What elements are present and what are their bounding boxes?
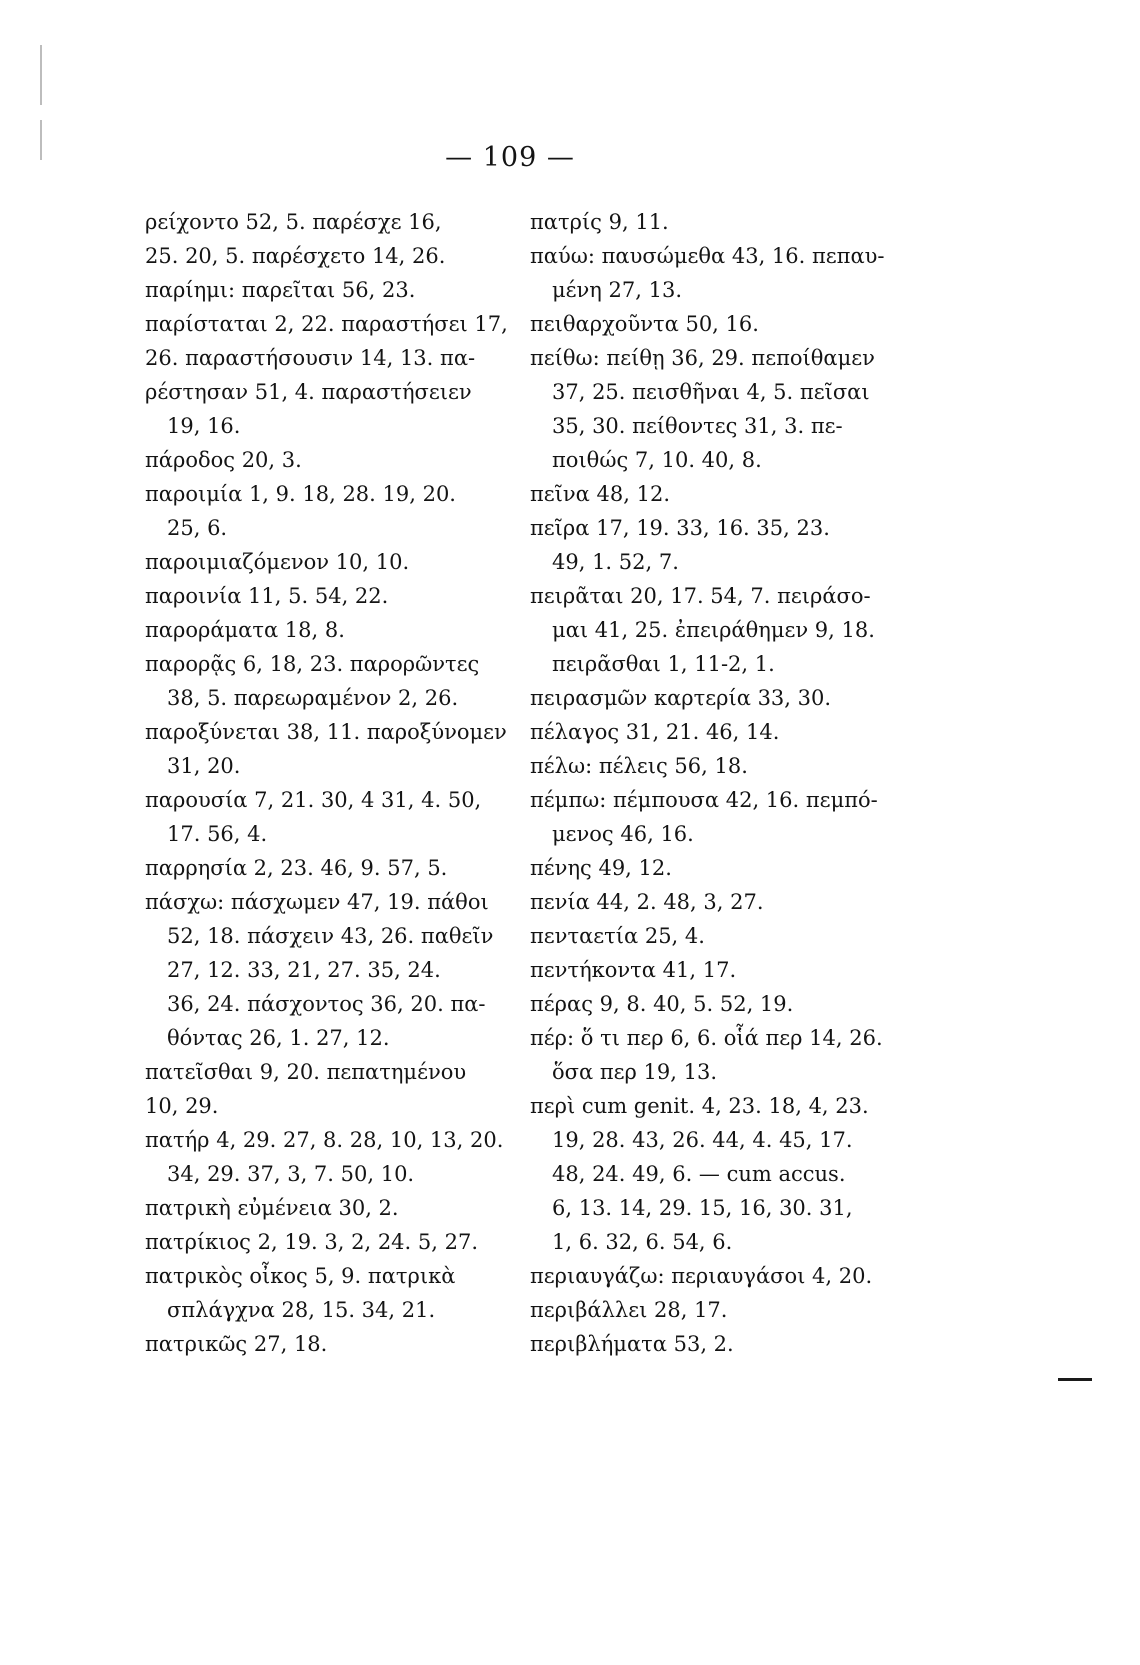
- index-entry-line: πάσχω: πάσχωμεν 47, 19. πάθοι: [145, 890, 489, 914]
- index-entry-line: πατρίκιος 2, 19. 3, 2, 24. 5, 27.: [145, 1230, 479, 1254]
- index-entry-line: 49, 1. 52, 7.: [552, 550, 679, 574]
- index-entry-line: περιβάλλει 28, 17.: [530, 1298, 728, 1322]
- index-entry-line: 25. 20, 5. παρέσχετο 14, 26.: [145, 244, 446, 268]
- index-entry-line: 17. 56, 4.: [167, 822, 268, 846]
- index-entry-line: ὅσα περ 19, 13.: [552, 1060, 718, 1084]
- index-entry-line: 34, 29. 37, 3, 7. 50, 10.: [167, 1162, 415, 1186]
- index-entry-line: πειρᾶσθαι 1, 11-2, 1.: [552, 652, 775, 676]
- index-entry-line: 37, 25. πεισθῆναι 4, 5. πεῖσαι: [552, 380, 870, 404]
- page-number: — 109 —: [445, 142, 575, 173]
- index-entry-line: πειρασμῶν καρτερία 33, 30.: [530, 686, 832, 710]
- index-entry-line: 52, 18. πάσχειν 43, 26. παθεῖν: [167, 924, 494, 948]
- index-entry-line: παρουσία 7, 21. 30, 4 31, 4. 50,: [145, 788, 482, 812]
- index-entry-line: παροιμία 1, 9. 18, 28. 19, 20.: [145, 482, 456, 506]
- index-entry-line: παροξύνεται 38, 11. παροξύνομεν: [145, 720, 507, 744]
- index-entry-line: ρέστησαν 51, 4. παραστήσειεν: [145, 380, 472, 404]
- index-entry-line: 25, 6.: [167, 516, 228, 540]
- index-entry-line: παύω: παυσώμεθα 43, 16. πεπαυ-: [530, 244, 885, 268]
- index-entry-line: 1, 6. 32, 6. 54, 6.: [552, 1230, 733, 1254]
- index-entry-line: παροράματα 18, 8.: [145, 618, 345, 642]
- index-entry-line: πατρίς 9, 11.: [530, 210, 669, 234]
- index-entry-line: μαι 41, 25. ἐπειράθημεν 9, 18.: [552, 618, 875, 642]
- index-entry-line: 27, 12. 33, 21, 27. 35, 24.: [167, 958, 441, 982]
- index-entry-line: μένη 27, 13.: [552, 278, 683, 302]
- index-entry-line: περιβλήματα 53, 2.: [530, 1332, 734, 1356]
- index-entry-line: παροιμιαζόμενον 10, 10.: [145, 550, 410, 574]
- index-entry-line: 19, 28. 43, 26. 44, 4. 45, 17.: [552, 1128, 853, 1152]
- scan-edge-mark: [40, 120, 42, 160]
- index-entry-line: ρείχοντο 52, 5. παρέσχε 16,: [145, 210, 442, 234]
- index-entry-line: 36, 24. πάσχοντος 36, 20. πα-: [167, 992, 486, 1016]
- index-entry-line: 48, 24. 49, 6. — cum accus.: [552, 1162, 846, 1186]
- index-entry-line: παρρησία 2, 23. 46, 9. 57, 5.: [145, 856, 448, 880]
- index-entry-line: παρίσταται 2, 22. παραστήσει 17,: [145, 312, 508, 336]
- scan-edge-mark: [40, 45, 42, 105]
- index-entry-line: περιαυγάζω: περιαυγάσοι 4, 20.: [530, 1264, 873, 1288]
- index-column-left: [145, 205, 515, 1361]
- index-entry-line: πέμπω: πέμπουσα 42, 16. πεμπό-: [530, 788, 878, 812]
- index-entry-line: πέλω: πέλεις 56, 18.: [530, 754, 748, 778]
- index-entry-line: ποιθώς 7, 10. 40, 8.: [552, 448, 762, 472]
- index-entry-line: πάροδος 20, 3.: [145, 448, 302, 472]
- index-entry-line: πεντήκοντα 41, 17.: [530, 958, 737, 982]
- index-entry-line: 35, 30. πείθοντες 31, 3. πε-: [552, 414, 843, 438]
- index-entry-line: πεῖρα 17, 19. 33, 16. 35, 23.: [530, 516, 830, 540]
- index-entry-line: πέρας 9, 8. 40, 5. 52, 19.: [530, 992, 794, 1016]
- index-entry-line: πειθαρχοῦντα 50, 16.: [530, 312, 759, 336]
- index-entry-line: πέρ: ὅ τι περ 6, 6. οἷά περ 14, 26.: [530, 1026, 883, 1050]
- index-entry-line: παρορᾷς 6, 18, 23. παρορῶντες: [145, 652, 480, 676]
- index-entry-line: 6, 13. 14, 29. 15, 16, 30. 31,: [552, 1196, 853, 1220]
- index-entry-line: 26. παραστήσουσιν 14, 13. πα-: [145, 346, 476, 370]
- index-entry-line: πατεῖσθαι 9, 20. πεπατημένου: [145, 1060, 467, 1084]
- index-entry-line: 19, 16.: [167, 414, 241, 438]
- index-entry-line: περὶ cum genit. 4, 23. 18, 4, 23.: [530, 1094, 869, 1118]
- index-entry-line: 38, 5. παρεωραμένον 2, 26.: [167, 686, 459, 710]
- index-entry-line: θόντας 26, 1. 27, 12.: [167, 1026, 390, 1050]
- index-entry-line: 10, 29.: [145, 1094, 219, 1118]
- index-entry-line: παρίημι: παρεῖται 56, 23.: [145, 278, 416, 302]
- index-entry-line: πειρᾶται 20, 17. 54, 7. πειράσο-: [530, 584, 871, 608]
- margin-dash: [1058, 1378, 1092, 1381]
- index-entry-line: πένης 49, 12.: [530, 856, 672, 880]
- index-entry-line: πέλαγος 31, 21. 46, 14.: [530, 720, 780, 744]
- index-entry-line: πείθω: πείθῃ 36, 29. πεποίθαμεν: [530, 346, 875, 370]
- index-entry-line: παροινία 11, 5. 54, 22.: [145, 584, 389, 608]
- index-entry-line: 31, 20.: [167, 754, 241, 778]
- index-entry-line: πατρικὸς οἶκος 5, 9. πατρικὰ: [145, 1264, 456, 1288]
- index-entry-line: πατρικῶς 27, 18.: [145, 1332, 328, 1356]
- index-entry-line: πεῖνα 48, 12.: [530, 482, 671, 506]
- index-entry-line: πενταετία 25, 4.: [530, 924, 705, 948]
- index-entry-line: σπλάγχνα 28, 15. 34, 21.: [167, 1298, 436, 1322]
- index-entry-line: μενος 46, 16.: [552, 822, 694, 846]
- index-entry-line: πενία 44, 2. 48, 3, 27.: [530, 890, 764, 914]
- index-entry-line: πατρικὴ εὐμένεια 30, 2.: [145, 1196, 399, 1220]
- index-entry-line: πατήρ 4, 29. 27, 8. 28, 10, 13, 20.: [145, 1128, 504, 1152]
- index-column-right: [530, 205, 910, 1361]
